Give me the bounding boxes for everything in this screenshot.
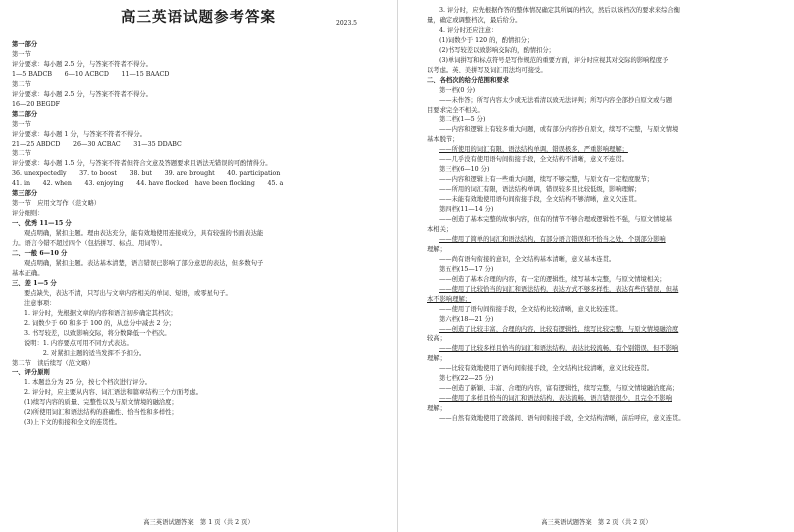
text-line: 评分要求：每小题 2.5 分，与答案不符者不得分。 bbox=[12, 60, 152, 68]
text-line: 二、一般 6—10 分 bbox=[12, 250, 68, 258]
text-line: ——使用了语句间衔接手段，全文结构比较清晰，意义比较连贯。 bbox=[439, 305, 622, 313]
text-line: 量，确定或调整档次，最后给分。 bbox=[427, 16, 522, 24]
text-line: 2. 评分时，应主要从内容、词汇语法和篇章结构三个方面考虑。 bbox=[24, 389, 203, 397]
text-line: 理解； bbox=[427, 355, 446, 363]
text-line: 理解； bbox=[427, 245, 446, 253]
text-line: ——所用的词汇有限，语法结构单调，错误较多且比较低级，影响理解； bbox=[439, 186, 641, 194]
page-1-body bbox=[12, 40, 385, 428]
text-line: 第一节 bbox=[12, 120, 31, 128]
text-line: 目要求完全不相关。 bbox=[427, 106, 484, 114]
text-line: 较高； bbox=[427, 335, 446, 343]
text-line: 评分要求：每小题 1 分，与答案不符者不得分。 bbox=[12, 130, 146, 138]
text-line: 4. 评分时还应注意： bbox=[439, 26, 498, 34]
text-line: 41. in 42. when 43. enjoying 44. have flocked have been flocking 45. a bbox=[12, 180, 284, 188]
text-line: ——创造了新颖、丰富、合理的内容，富有逻辑性，续写完整，与原文情境融洽度高； bbox=[439, 385, 679, 393]
text-line: 力。语言今错不超过四个（包括拼写、标点、用词等）。 bbox=[12, 240, 167, 248]
text-line: 第二节 bbox=[12, 80, 31, 88]
text-line: 二、各档次的给分范围和要求 bbox=[427, 76, 509, 84]
document-title bbox=[12, 8, 385, 38]
text-line: ——使用了简单的词汇和语法结构，有部分语言错误和不恰当之处，个别部分影响 bbox=[439, 235, 666, 243]
page-2 bbox=[399, 0, 794, 532]
text-line: 1. 评分时，先根据文章的内容和语言初步确定其档次； bbox=[24, 309, 177, 317]
text-line: 理解； bbox=[427, 405, 446, 413]
text-line: 第一部分 bbox=[12, 41, 38, 48]
text-line: 要点缺失，表达不清，只写出与文章内容相关的单词、短语，或零星句子。 bbox=[24, 289, 232, 297]
page-1-footer: 高三英语试题答案 第 1 页（共 2 页） bbox=[143, 519, 254, 527]
page-2-body bbox=[427, 6, 784, 424]
text-line: 21—25 ABDCD 26—30 ACBAC 31—35 DDABC bbox=[12, 140, 182, 148]
text-line: ——使用了比较恰当的词汇和语法结构，表达方式不够多样性，表达有些许错误，但基 bbox=[439, 285, 679, 293]
text-line: 评分细则： bbox=[12, 210, 44, 218]
text-line: 以考虑。英、美拼写及词汇用法均可接受。 bbox=[427, 66, 547, 74]
text-line: 第一节 bbox=[12, 50, 31, 58]
text-line: ——尚有语句衔接的意识，全文结构基本清晰，意义基本连贯。 bbox=[439, 255, 616, 263]
text-line: 1. 本题总分为 25 分，按七个档次进行评分。 bbox=[24, 379, 152, 387]
text-line: (1)续写内容的质量、完整性以及与原文情境的融洽度； bbox=[24, 399, 178, 407]
text-line: (2)所使用词汇和语法结构的准确性、恰当性和多样性； bbox=[24, 409, 178, 417]
text-line: ——使用了多样且恰当的词汇和语法结构，表达流畅，语言错误很少，且完全不影响 bbox=[439, 395, 672, 403]
text-line: 基本脱节； bbox=[427, 136, 459, 144]
text-line: 第四档(11—14 分) bbox=[439, 206, 494, 214]
text-line: 三、差 1—5 分 bbox=[12, 279, 57, 287]
text-line: 一、优秀 11—15 分 bbox=[12, 220, 72, 228]
text-line: 本不影响理解； bbox=[427, 295, 472, 303]
text-line: (1)词数少于 120 的，酌情扣分； bbox=[439, 36, 534, 44]
text-line: 说明：1. 内容要点可用不同方式表达。 bbox=[24, 339, 133, 347]
text-line: ——未作答；所写内容太少或无法看清以致无法评判；所写内容全部抄自原文或与题 bbox=[439, 96, 672, 104]
text-line: 1—5 BADCB 6—10 ACBCD 11—15 BAACD bbox=[12, 70, 170, 78]
text-line: (3)上下文的衔接和全文的连贯性。 bbox=[24, 419, 122, 427]
text-line: 第二节 读后续写（范文略） bbox=[12, 359, 94, 367]
text-line: ——未能有效地使用语句间衔接手段，全文结构不够清晰，意义欠连贯。 bbox=[439, 196, 641, 204]
text-line: 2. 对紧扣主题的适当发挥不予扣分。 bbox=[24, 349, 146, 357]
text-line: ——创造了基本完整的故事内容，但有的情节不够合理或逻辑性不强，与原文情境基 bbox=[439, 216, 672, 224]
text-line: (2)书写较差以致影响交际的，酌情扣分； bbox=[439, 46, 555, 54]
text-line: 第六档(18—21 分) bbox=[439, 315, 494, 323]
page-2-footer: 高三英语试题答案 第 2 页（共 2 页） bbox=[541, 519, 652, 527]
text-line: 第一节 应用文写作（范文略） bbox=[12, 200, 101, 208]
text-line: 第一档(0 分) bbox=[439, 86, 476, 94]
text-line: 36. unexpectedly 37. to boost 38. but 39. are brought 40. participation bbox=[12, 170, 281, 178]
text-line: 观点明确，紧扣主题。表达基本清楚，语言错误已影响了部分意思的表达，但多数句子 bbox=[24, 259, 264, 267]
text-line: 评分要求：每小题 2.5 分，与答案不符者不得分。 bbox=[12, 90, 152, 98]
text-line: ——内容和逻辑上有一些重大问题，续写不够完整，与原文有一定程度脱节； bbox=[439, 176, 654, 184]
text-line: 3. 书写较差，以致影响交际，将分数降低一个档次。 bbox=[24, 329, 171, 337]
text-line: 2. 词数少于 60 和多于 100 的，从总分中减去 2 分； bbox=[24, 319, 176, 327]
text-line: 评分要求：每小题 1.5 分，与答案不符者但符合文意及答题要求且语法无错误的可酌情得分。 bbox=[12, 160, 272, 168]
text-line: 第五档(15—17 分) bbox=[439, 265, 494, 273]
text-line: ——创造了基本合理的内容，有一定的逻辑性，续写基本完整，与原文情境相关； bbox=[439, 275, 666, 283]
text-line: 第二部分 bbox=[12, 110, 38, 118]
document-date: 2023.5 bbox=[336, 20, 357, 27]
text-line: 第二节 bbox=[12, 150, 31, 158]
text-line: ——自然有效地使用了段落间、语句间衔接手段，全文结构清晰，前后呼应，意义连贯。 bbox=[439, 415, 685, 423]
text-line: 一、评分原则 bbox=[12, 369, 50, 377]
text-line: ——比较有效地使用了语句间衔接手段，全文结构比较清晰，意义比较连贯。 bbox=[439, 365, 654, 373]
text-line: 基本正确。 bbox=[12, 269, 44, 277]
text-line: ——创造了比较丰富、合理的内容，比较有逻辑性，续写比较完整，与原文情境融洽度 bbox=[439, 325, 679, 333]
text-line: (3)单词拼写和标点符号是写作规范的重要方面，评分时应视其对交际的影响程度予 bbox=[439, 56, 669, 64]
text-line: 第七档(22—25 分) bbox=[439, 375, 494, 383]
text-line: ——几乎没有使用语句间衔接手段，全文结构不清晰，意义不连贯。 bbox=[439, 156, 628, 164]
document-title-text: 高三英语试题参考答案 bbox=[121, 9, 276, 26]
text-line: 注意事项： bbox=[24, 299, 56, 307]
text-line: ——内容和逻辑上有较多重大问题，或有部分内容抄自原文，续写不完整，与原文情境 bbox=[439, 126, 679, 134]
text-line: ——使用了比较多样且恰当的词汇和语法结构，表达比较流畅，有个别错误，但不影响 bbox=[439, 345, 679, 353]
text-line: 3. 评分时，应先根据作答的整体情况确定其所属的档次，然后以该档次的要求来综合衡 bbox=[439, 7, 680, 14]
text-line: 观点明确，紧扣主题。理由表达充分，能有效地使用连接成分，具有较强的书面表达能 bbox=[24, 230, 264, 238]
text-line: 第三档(6—10 分) bbox=[439, 166, 490, 174]
text-line: 第三部分 bbox=[12, 190, 38, 198]
page-divider bbox=[397, 0, 398, 532]
text-line: 16—20 BEGDF bbox=[12, 100, 60, 108]
text-line: ——所使用的词汇有限，语法结构单调，错误极多，严重影响理解； bbox=[439, 146, 628, 154]
text-line: 第二档(1—5 分) bbox=[439, 116, 486, 124]
text-line: 本相关； bbox=[427, 225, 453, 233]
